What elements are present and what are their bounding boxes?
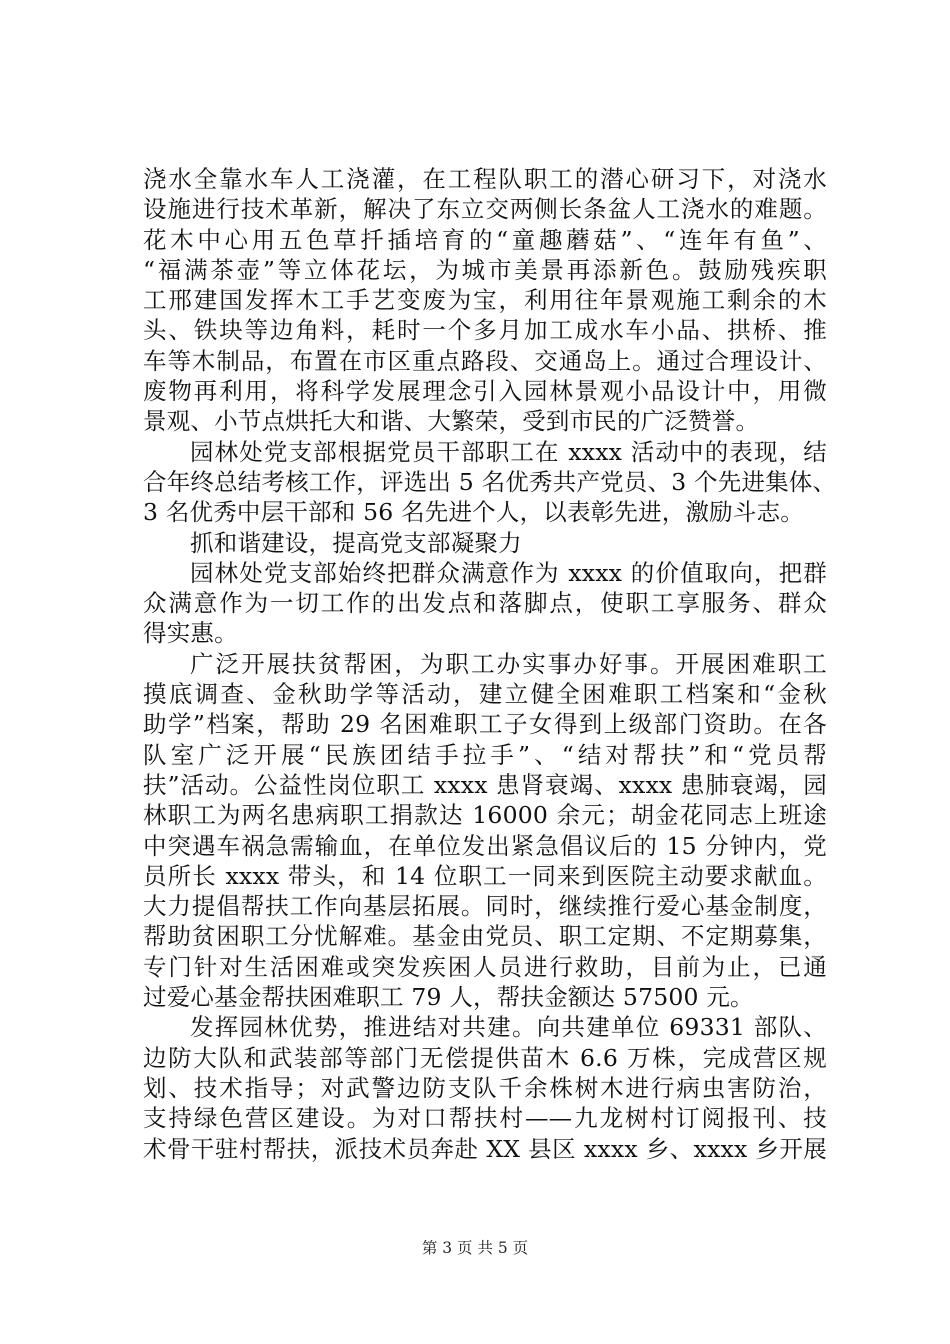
text-line: 3 名优秀中层干部和 56 名先进个人，以表彰先进，激励斗志。 [143, 498, 804, 527]
page-footer: 第 3 页 共 5 页 [421, 1239, 529, 1257]
text-line: 队室广泛开展“民族团结手拉手”、“结对帮扶”和“党员帮 [143, 740, 827, 769]
text-line: 支持绿色营区建设。为对口帮扶村——九龙树村订阅报刊、技 [143, 1104, 827, 1133]
text-line: 助学”档案，帮助 29 名困难职工子女得到上级部门资助。在各 [143, 710, 827, 739]
text-line: 合年终总结考核工作，评选出 5 名优秀共产党员、3 个先进集体、 [143, 467, 837, 496]
text-line: 摸底调查、金秋助学等活动，建立健全困难职工档案和“金秋 [143, 680, 827, 709]
text-line: 扶”活动。公益性岗位职工 xxxx 患肾衰竭、xxxx 患肺衰竭，园 [143, 770, 827, 799]
text-line: 工邢建国发挥木工手艺变废为宝，利用往年景观施工剩余的木 [143, 286, 827, 315]
paragraph-first-line: 园林处党支部始终把群众满意作为 xxxx 的价值取向，把群 [190, 558, 827, 587]
text-line: 景观、小节点烘托大和谐、大繁荣，受到市民的广泛赞誉。 [143, 407, 760, 436]
text-line: 浇水全靠水车人工浇灌，在工程队职工的潜心研习下，对浇水 [143, 165, 827, 193]
text-line: 员所长 xxxx 带头，和 14 位职工一同来到医院主动要求献血。 [143, 861, 827, 890]
paragraph-first-line: 广泛开展扶贫帮困，为职工办实事办好事。开展困难职工 [190, 649, 827, 678]
text-line: “福满茶壶”等立体花坛，为城市美景再添新色。鼓励残疾职 [143, 255, 827, 284]
text-line: 得实惠。 [143, 619, 238, 648]
paragraph-first-line: 抓和谐建设，提高党支部凝聚力 [190, 528, 522, 557]
text-line: 设施进行技术革新，解决了东立交两侧长条盆人工浇水的难题。 [143, 195, 827, 224]
text-line: 中突遇车祸急需输血，在单位发出紧急倡议后的 15 分钟内，党 [143, 831, 827, 860]
text-line: 划、技术指导；对武警边防支队千余株树木进行病虫害防治， [143, 1073, 827, 1102]
paragraph-first-line: 园林处党支部根据党员干部职工在 xxxx 活动中的表现，结 [190, 437, 827, 466]
text-line: 帮助贫困职工分忧解难。基金由党员、职工定期、不定期募集， [143, 922, 827, 951]
text-line: 车等木制品，布置在市区重点路段、交通岛上。通过合理设计、 [143, 346, 827, 375]
text-line: 废物再利用，将科学发展理念引入园林景观小品设计中，用微 [143, 377, 827, 406]
text-line: 大力提倡帮扶工作向基层拓展。同时，继续推行爱心基金制度， [143, 892, 827, 921]
text-line: 边防大队和武装部等部门无偿提供苗木 6.6 万株，完成营区规 [143, 1043, 827, 1072]
text-line: 林职工为两名患病职工捐款达 16000 余元；胡金花同志上班途 [143, 801, 827, 830]
text-line: 众满意作为一切工作的出发点和落脚点，使职工享服务、群众 [143, 589, 827, 618]
text-line: 专门针对生活困难或突发疾困人员进行救助，目前为止，已通 [143, 952, 827, 981]
body-text [143, 164, 837, 1164]
text-line: 术骨干驻村帮扶，派技术员奔赴 XX 县区 xxxx 乡、xxxx 乡开展 [143, 1134, 827, 1163]
text-line: 头、铁块等边角料，耗时一个多月加工成水车小品、拱桥、推 [143, 316, 827, 345]
text-line: 过爱心基金帮扶困难职工 79 人，帮扶金额达 57500 元。 [143, 983, 754, 1012]
paragraph-first-line: 发挥园林优势，推进结对共建。向共建单位 69331 部队、 [190, 1013, 827, 1042]
text-line: 花木中心用五色草扦插培育的“童趣蘑菇”、“连年有鱼”、 [143, 225, 827, 254]
